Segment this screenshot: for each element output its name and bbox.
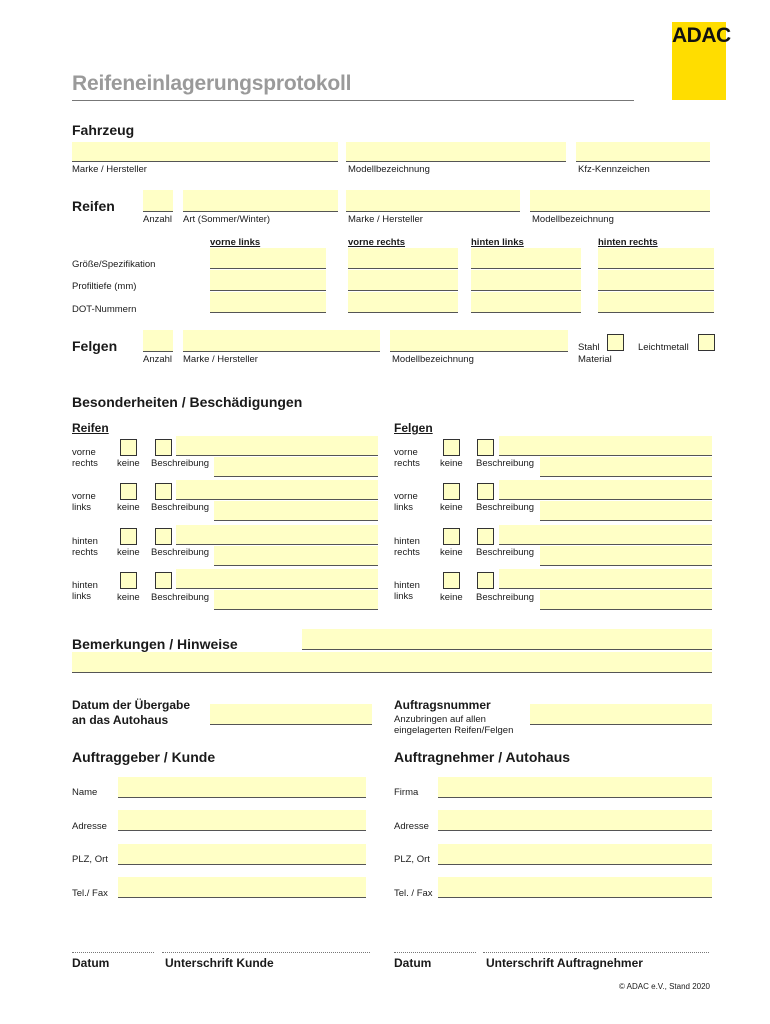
rim-count-label: Anzahl: [143, 354, 173, 365]
alloy-label: Leichtmetall: [638, 342, 689, 353]
customer-city-field[interactable]: [118, 844, 366, 865]
tire-damage-desc-field-3b[interactable]: [214, 546, 378, 566]
remarks-field-2[interactable]: [72, 652, 712, 673]
vehicle-model-field[interactable]: [346, 142, 566, 162]
pos-line2: links: [72, 591, 92, 602]
pos-line2: rechts: [394, 458, 420, 469]
rim-damage-pos-1: [394, 447, 420, 469]
none-label: keine: [440, 502, 463, 513]
order-note1: Anzubringen auf allen: [394, 714, 486, 725]
handover-date-field[interactable]: [210, 704, 372, 725]
desc-label: Beschreibung: [151, 458, 210, 469]
rim-damage-none-checkbox-2[interactable]: [443, 483, 460, 500]
size-rear-right-field[interactable]: [598, 248, 714, 269]
size-rear-left-field[interactable]: [471, 248, 581, 269]
tread-front-left-field[interactable]: [210, 270, 326, 291]
pos-line1: hinten: [394, 536, 420, 547]
rim-make-field[interactable]: [183, 330, 380, 352]
rim-damage-desc-field-4b[interactable]: [540, 590, 712, 610]
pos-line1: vorne: [394, 491, 418, 502]
tire-damage-none-checkbox-2[interactable]: [120, 483, 137, 500]
vehicle-plate-field[interactable]: [576, 142, 710, 162]
contractor-city-field[interactable]: [438, 844, 712, 865]
row-label-dot: DOT-Nummern: [72, 304, 137, 315]
customer-date-line[interactable]: [72, 952, 154, 953]
desc-label: Beschreibung: [476, 592, 535, 603]
contractor-address-label: Adresse: [394, 821, 429, 832]
none-label: keine: [117, 592, 140, 603]
rim-count-field[interactable]: [143, 330, 173, 352]
desc-label: Beschreibung: [151, 547, 210, 558]
vehicle-plate-label: Kfz-Kennzeichen: [578, 164, 650, 175]
rim-make-label: Marke / Hersteller: [183, 354, 258, 365]
tire-type-label: Art (Sommer/Winter): [183, 214, 271, 225]
tire-damage-desc-field-3a[interactable]: [176, 525, 378, 545]
rim-damage-desc-checkbox-2[interactable]: [477, 483, 494, 500]
order-number-note: [394, 714, 513, 736]
title-divider: [72, 100, 634, 101]
pos-line1: hinten: [394, 580, 420, 591]
tire-model-field[interactable]: [530, 190, 710, 212]
section-heading-remarks: Bemerkungen / Hinweise: [72, 636, 238, 652]
tire-damage-pos-2: [72, 491, 96, 513]
tire-make-field[interactable]: [346, 190, 520, 212]
desc-label: Beschreibung: [476, 502, 535, 513]
steel-checkbox[interactable]: [607, 334, 624, 351]
rim-damage-desc-field-3a[interactable]: [499, 525, 712, 545]
position-header-front-right: vorne rechts: [348, 237, 406, 248]
alloy-checkbox[interactable]: [698, 334, 715, 351]
tread-rear-left-field[interactable]: [471, 270, 581, 291]
rim-damage-desc-checkbox-4[interactable]: [477, 572, 494, 589]
tire-damage-desc-checkbox-3[interactable]: [155, 528, 172, 545]
tire-model-label: Modellbezeichnung: [532, 214, 614, 225]
vehicle-make-label: Marke / Hersteller: [72, 164, 147, 175]
section-heading-fahrzeug: Fahrzeug: [72, 122, 135, 138]
pos-line1: hinten: [72, 580, 98, 591]
contractor-date-label: Datum: [394, 956, 432, 970]
position-header-rear-left: hinten links: [471, 237, 524, 248]
section-heading-contractor: Auftragnehmer / Autohaus: [394, 749, 571, 765]
desc-label: Beschreibung: [476, 547, 535, 558]
desc-label: Beschreibung: [476, 458, 535, 469]
customer-name-field[interactable]: [118, 777, 366, 798]
contractor-address-field[interactable]: [438, 810, 712, 831]
section-heading-felgen: Felgen: [72, 338, 118, 354]
dot-front-left-field[interactable]: [210, 292, 326, 313]
rim-damage-none-checkbox-4[interactable]: [443, 572, 460, 589]
footer-copyright: © ADAC e.V., Stand 2020: [619, 982, 710, 991]
size-front-left-field[interactable]: [210, 248, 326, 269]
tire-damage-pos-1: [72, 447, 98, 469]
rim-model-field[interactable]: [390, 330, 568, 352]
position-header-front-left: vorne links: [210, 237, 261, 248]
tire-make-label: Marke / Hersteller: [348, 214, 423, 225]
customer-date-label: Datum: [72, 956, 110, 970]
contractor-date-line[interactable]: [394, 952, 476, 953]
rim-damage-pos-4: [394, 580, 420, 602]
desc-label: Beschreibung: [151, 502, 210, 513]
order-number-field[interactable]: [530, 704, 712, 725]
rim-damage-desc-checkbox-3[interactable]: [477, 528, 494, 545]
customer-name-label: Name: [72, 787, 98, 798]
pos-line2: links: [394, 502, 414, 513]
tire-damage-desc-field-1b[interactable]: [214, 457, 378, 477]
section-heading-customer: Auftraggeber / Kunde: [72, 749, 216, 765]
tire-damage-desc-checkbox-2[interactable]: [155, 483, 172, 500]
rim-damage-desc-field-2b[interactable]: [540, 501, 712, 521]
tire-count-label: Anzahl: [143, 214, 173, 225]
contractor-company-label: Firma: [394, 787, 419, 798]
customer-city-label: PLZ, Ort: [72, 854, 108, 865]
tire-damage-pos-4: [72, 580, 98, 602]
customer-address-label: Adresse: [72, 821, 107, 832]
order-note2: eingelagerten Reifen/Felgen: [394, 725, 514, 736]
customer-address-field[interactable]: [118, 810, 366, 831]
rim-damage-none-checkbox-1[interactable]: [443, 439, 460, 456]
pos-line2: rechts: [72, 547, 98, 558]
tire-count-field[interactable]: [143, 190, 173, 212]
tire-damage-desc-field-2b[interactable]: [214, 501, 378, 521]
none-label: keine: [117, 458, 140, 469]
tire-damage-none-checkbox-3[interactable]: [120, 528, 137, 545]
contractor-phone-field[interactable]: [438, 877, 712, 898]
tire-damage-pos-3: [72, 536, 98, 558]
material-label: Material: [578, 354, 612, 365]
section-heading-damage: Besonderheiten / Beschädigungen: [72, 394, 303, 410]
pos-line2: links: [72, 502, 92, 513]
contractor-city-label: PLZ, Ort: [394, 854, 430, 865]
pos-line1: vorne: [72, 491, 96, 502]
rim-model-label: Modellbezeichnung: [392, 354, 474, 365]
none-label: keine: [117, 502, 140, 513]
pos-line2: links: [394, 591, 414, 602]
none-label: keine: [440, 458, 463, 469]
tire-damage-desc-checkbox-1[interactable]: [155, 439, 172, 456]
contractor-signature-label: Unterschrift Auftragnehmer: [486, 956, 643, 970]
tread-front-right-field[interactable]: [348, 270, 458, 291]
dot-rear-right-field[interactable]: [598, 292, 714, 313]
pos-line1: vorne: [72, 447, 96, 458]
tire-damage-desc-field-1a[interactable]: [176, 436, 378, 456]
tread-rear-right-field[interactable]: [598, 270, 714, 291]
pos-line1: hinten: [72, 536, 98, 547]
remarks-field-1[interactable]: [302, 629, 712, 650]
order-number-heading: Auftragsnummer: [394, 698, 491, 712]
none-label: keine: [440, 592, 463, 603]
dot-rear-left-field[interactable]: [471, 292, 581, 313]
rim-damage-pos-2: [394, 491, 418, 513]
vehicle-model-label: Modellbezeichnung: [348, 164, 430, 175]
rim-damage-desc-field-1b[interactable]: [540, 457, 712, 477]
pos-line1: vorne: [394, 447, 418, 458]
none-label: keine: [117, 547, 140, 558]
rim-damage-desc-field-2a[interactable]: [499, 480, 712, 500]
tire-damage-desc-field-4b[interactable]: [214, 590, 378, 610]
logo-text: ADAC: [672, 24, 731, 47]
damage-rims-heading: Felgen: [394, 421, 433, 435]
desc-label: Beschreibung: [151, 592, 210, 603]
row-label-size: Größe/Spezifikation: [72, 259, 156, 270]
tire-damage-desc-field-4a[interactable]: [176, 569, 378, 589]
customer-signature-label: Unterschrift Kunde: [165, 956, 274, 970]
customer-phone-label: Tel./ Fax: [72, 888, 108, 899]
tire-damage-desc-field-2a[interactable]: [176, 480, 378, 500]
contractor-phone-label: Tel. / Fax: [394, 888, 433, 899]
pos-line2: rechts: [394, 547, 420, 558]
contractor-signature-line[interactable]: [483, 952, 709, 953]
handover-line2: an das Autohaus: [72, 713, 169, 727]
contractor-company-field[interactable]: [438, 777, 712, 798]
customer-phone-field[interactable]: [118, 877, 366, 898]
rim-damage-pos-3: [394, 536, 420, 558]
handover-line1: Datum der Übergabe: [72, 698, 191, 712]
section-heading-reifen: Reifen: [72, 198, 115, 214]
none-label: keine: [440, 547, 463, 558]
tire-damage-desc-checkbox-4[interactable]: [155, 572, 172, 589]
size-front-right-field[interactable]: [348, 248, 458, 269]
damage-tires-heading: Reifen: [72, 421, 109, 435]
customer-signature-line[interactable]: [162, 952, 370, 953]
rim-damage-desc-field-4a[interactable]: [499, 569, 712, 589]
vehicle-make-field[interactable]: [72, 142, 338, 162]
row-label-tread: Profiltiefe (mm): [72, 281, 137, 292]
rim-damage-none-checkbox-3[interactable]: [443, 528, 460, 545]
pos-line2: rechts: [72, 458, 98, 469]
page-title: Reifeneinlagerungsprotokoll: [72, 72, 352, 95]
dot-front-right-field[interactable]: [348, 292, 458, 313]
rim-damage-desc-field-1a[interactable]: [499, 436, 712, 456]
tire-type-field[interactable]: [183, 190, 338, 212]
adac-logo: [672, 22, 731, 100]
steel-label: Stahl: [578, 342, 600, 353]
position-header-rear-right: hinten rechts: [598, 237, 658, 248]
tire-damage-none-checkbox-1[interactable]: [120, 439, 137, 456]
rim-damage-desc-field-3b[interactable]: [540, 546, 712, 566]
tire-damage-none-checkbox-4[interactable]: [120, 572, 137, 589]
rim-damage-desc-checkbox-1[interactable]: [477, 439, 494, 456]
handover-date-label: [72, 698, 190, 728]
